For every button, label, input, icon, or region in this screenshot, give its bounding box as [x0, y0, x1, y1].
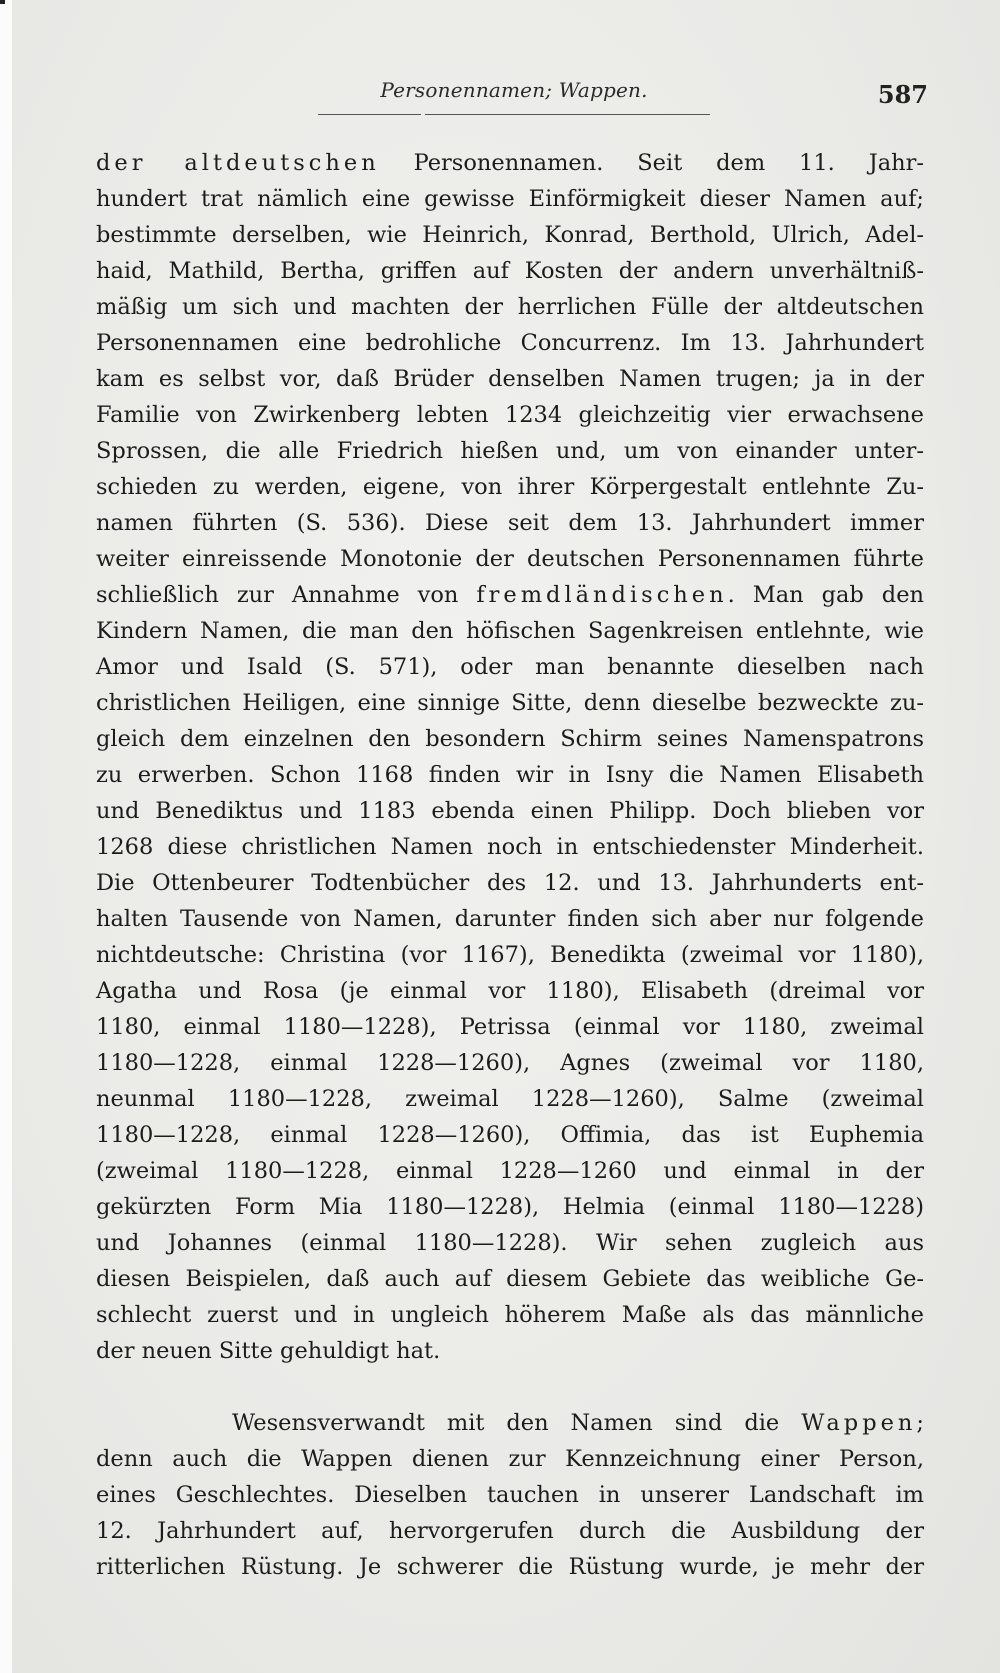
- emphasized-word: der altdeutschen: [96, 150, 380, 176]
- text-line: schieden zu werden, eigene, von ihrer Körpergestalt entlehnte Zu-: [96, 474, 924, 500]
- scan-margin-strip: [0, 0, 12, 1673]
- text-line: und Benediktus und 1183 ebenda einen Philipp. Doch blieben vor: [96, 798, 924, 824]
- header-rule-left: [318, 114, 421, 115]
- text-line: kam es selbst vor, daß Brüder denselben Namen trugen; ja in der: [96, 366, 924, 392]
- text-line: weiter einreissende Monotonie der deutschen Personennamen führte: [96, 546, 924, 572]
- text-line: nichtdeutsche: Christina (vor 1167), Benedikta (zweimal vor 1180),: [96, 942, 924, 968]
- text-line: Kindern Namen, die man den höfischen Sagenkreisen entlehnte, wie: [96, 618, 924, 644]
- text-line: ritterlichen Rüstung. Je schwerer die Rüstung wurde, je mehr der: [96, 1554, 924, 1580]
- text-line: mäßig um sich und machten der herrlichen Fülle der altdeutschen: [96, 294, 924, 320]
- text-line: neunmal 1180—1228, zweimal 1228—1260), Salme (zweimal: [96, 1086, 924, 1112]
- paragraph-gap: [96, 1369, 924, 1405]
- text-line: denn auch die Wappen dienen zur Kennzeichnung einer Person,: [96, 1446, 924, 1472]
- text-line: Die Ottenbeurer Todtenbücher des 12. und 13. Jahrhunderts ent-: [96, 870, 924, 896]
- text-line: Amor und Isald (S. 571), oder man benannte dieselben nach: [96, 654, 924, 680]
- text-line: 1180—1228, einmal 1228—1260), Offimia, das ist Euphemia: [96, 1122, 924, 1148]
- text-line: 12. Jahrhundert auf, hervorgerufen durch die Ausbildung der: [96, 1518, 924, 1544]
- text-line: christlichen Heiligen, eine sinnige Sitte, denn dieselbe bezweckte zu-: [96, 690, 924, 716]
- text-line: 1268 diese christlichen Namen noch in entschiedenster Minderheit.: [96, 834, 924, 860]
- page-number: 587: [877, 80, 928, 109]
- text-line: namen führten (S. 536). Diese seit dem 13. Jahrhundert immer: [96, 510, 924, 536]
- text-line: Agatha und Rosa (je einmal vor 1180), Elisabeth (dreimal vor: [96, 978, 924, 1004]
- text-line: 1180, einmal 1180—1228), Petrissa (einmal vor 1180, zweimal: [96, 1014, 924, 1040]
- text-line: der neuen Sitte gehuldigt hat.: [96, 1338, 441, 1364]
- text-line: gekürzten Form Mia 1180—1228), Helmia (einmal 1180—1228): [96, 1194, 924, 1220]
- paragraph: [96, 145, 924, 1369]
- text-line: der altdeutschen Personennamen. Seit dem 11. Jahr-: [96, 150, 925, 176]
- text-line: Personennamen eine bedrohliche Concurrenz. Im 13. Jahrhundert: [96, 330, 924, 356]
- text-line: 1180—1228, einmal 1228—1260), Agnes (zweimal vor 1180,: [96, 1050, 924, 1076]
- text-line: halten Tausende von Namen, darunter finden sich aber nur folgende: [96, 906, 924, 932]
- text-line: und Johannes (einmal 1180—1228). Wir sehen zugleich aus: [96, 1230, 924, 1256]
- text-line: schließlich zur Annahme von fremdländischen. Man gab den: [96, 582, 924, 608]
- running-title: Personennamen; Wappen.: [380, 78, 648, 102]
- text-line: zu erwerben. Schon 1168 finden wir in Isny die Namen Elisabeth: [96, 762, 924, 788]
- text-line: hundert trat nämlich eine gewisse Einförmigkeit dieser Namen auf;: [96, 186, 924, 212]
- text-line: haid, Mathild, Bertha, griffen auf Kosten der andern unverhältniß-: [96, 258, 924, 284]
- text-line: eines Geschlechtes. Dieselben tauchen in unserer Landschaft im: [96, 1482, 924, 1508]
- text-line: diesen Beispielen, daß auch auf diesem Gebiete das weibliche Ge-: [96, 1266, 924, 1292]
- text-line: gleich dem einzelnen den besondern Schirm seines Namenspatrons: [96, 726, 924, 752]
- text-line: schlecht zuerst und in ungleich höherem Maße als das männliche: [96, 1302, 924, 1328]
- header-rule-right: [425, 114, 710, 115]
- body-text: [96, 145, 924, 1585]
- text-line: Wesensverwandt mit den Namen sind die Wappen;: [232, 1410, 924, 1436]
- text-line: (zweimal 1180—1228, einmal 1228—1260 und einmal in der: [96, 1158, 924, 1184]
- paragraph: [96, 1405, 924, 1585]
- emphasized-word: Wappen: [801, 1410, 917, 1436]
- scan-corner-mark: [0, 0, 5, 4]
- emphasized-word: fremdländischen: [476, 582, 728, 608]
- text-line: Sprossen, die alle Friedrich hießen und, um von einander unter-: [96, 438, 924, 464]
- text-line: Familie von Zwirkenberg lebten 1234 gleichzeitig vier erwachsene: [96, 402, 924, 428]
- text-line: bestimmte derselben, wie Heinrich, Konrad, Berthold, Ulrich, Adel-: [96, 222, 924, 248]
